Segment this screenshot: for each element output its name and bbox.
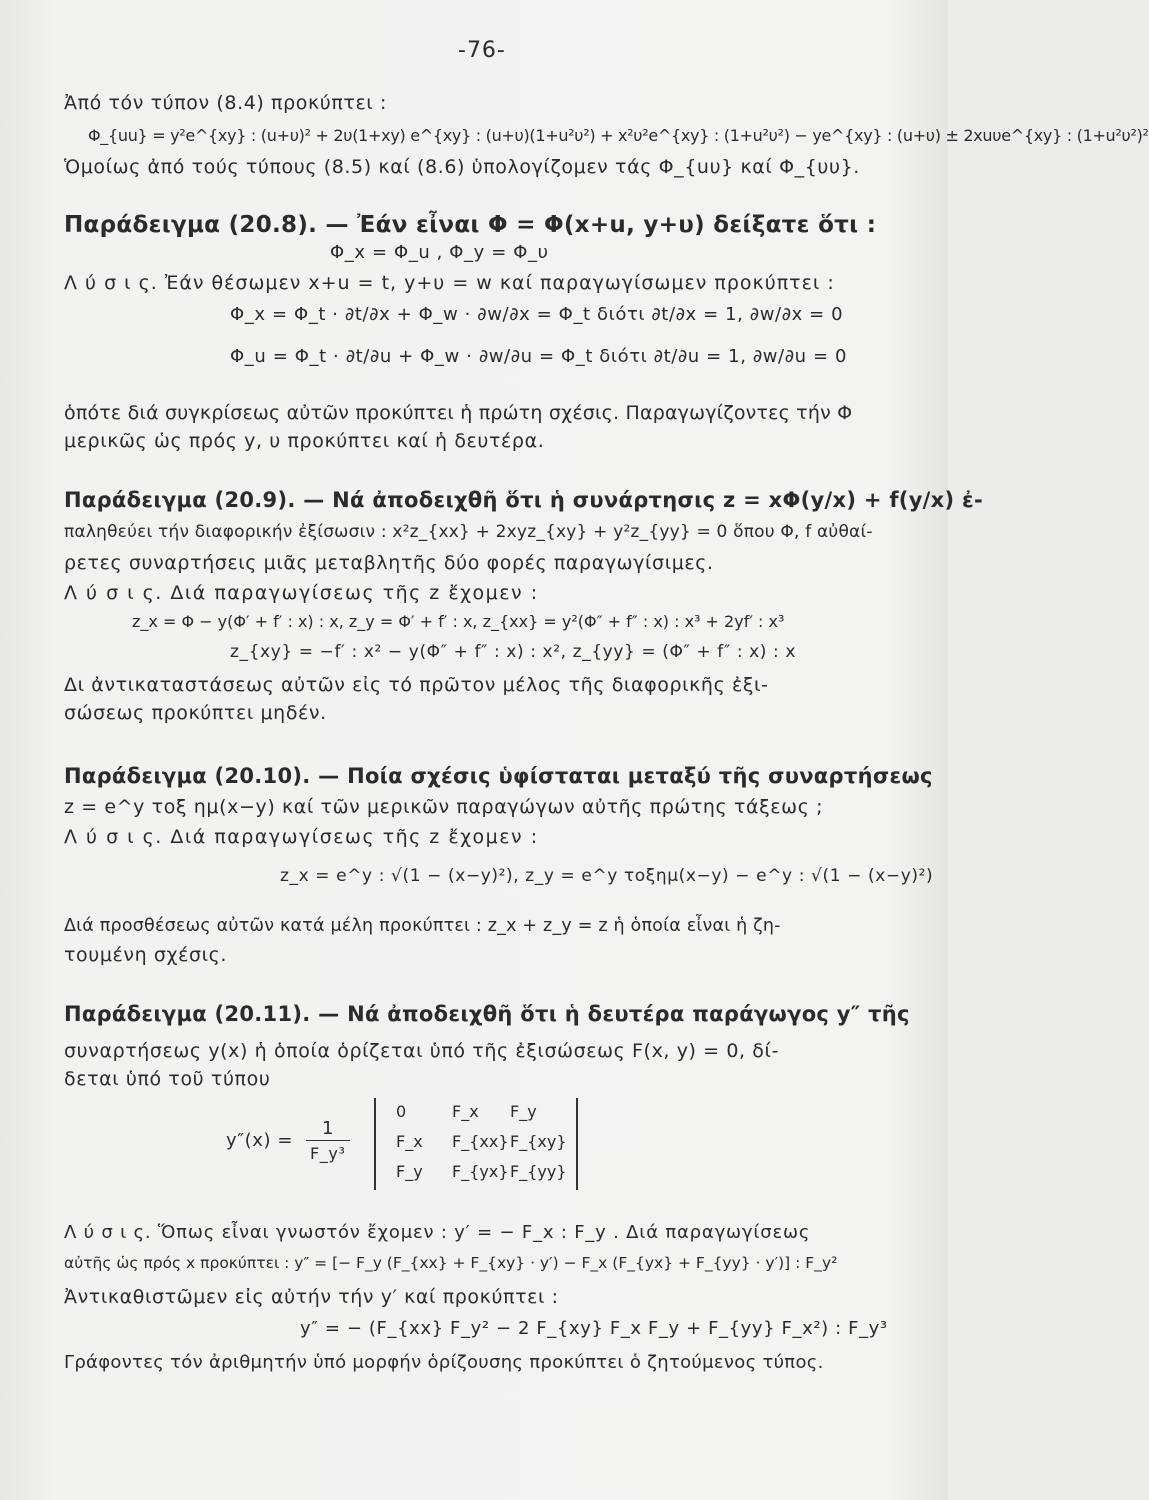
- page-number: -76-: [458, 38, 506, 63]
- solution-line: Λ ύ σ ι ς. Ἐάν θέσωμεν x+u = t, y+υ = w καί παραγωγίσωμεν προκύπτει :: [64, 272, 835, 294]
- equation-line: αὐτῆς ὡς πρός x προκύπτει : y″ = [− F_y (F_{xx} + F_{xy} · y′) − F_x (F_{yx} + F_{yy} · y′)] : F_y²: [64, 1254, 838, 1272]
- matrix-cell: F_x: [452, 1102, 479, 1121]
- equation-line: Φ_u = Φ_t · ∂t/∂u + Φ_w · ∂w/∂u = Φ_t διότι ∂t/∂u = 1, ∂w/∂u = 0: [230, 346, 848, 367]
- equation-line: z_x = Φ − y(Φ′ + f′ : x) : x, z_y = Φ′ + f′ : x, z_{xx} = y²(Φ″ + f″ : x) : x³ + 2yf′ : x³: [132, 612, 785, 631]
- formula-numerator: 1: [322, 1118, 335, 1139]
- text-line: παληθεύει τήν διαφορικήν ἐξίσωσιν : x²z_{xx} + 2xyz_{xy} + y²z_{yy} = 0 ὅπου Φ, f αὐθαί-: [64, 522, 873, 542]
- matrix-cell: F_{yx}: [452, 1162, 509, 1181]
- solution-line: Λ ύ σ ι ς. Διά παραγωγίσεως τῆς z ἔχομεν :: [64, 582, 539, 604]
- text-line: Ἀντικαθιστῶμεν εἰς αὐτήν τήν y′ καί προκύπτει :: [64, 1286, 559, 1308]
- example-heading: Παράδειγμα (20.11). — Νά ἀποδειχθῆ ὅτι ἡ δευτέρα παράγωγος y″ τῆς: [64, 1002, 910, 1026]
- text-line: Διά προσθέσεως αὐτῶν κατά μέλη προκύπτει : z_x + z_y = z ἡ ὁποία εἶναι ἡ ζη-: [64, 916, 781, 936]
- equation-line: Φ_x = Φ_t · ∂t/∂x + Φ_w · ∂w/∂x = Φ_t διότι ∂t/∂x = 1, ∂w/∂x = 0: [230, 304, 844, 325]
- equation-line: y″ = − (F_{xx} F_y² − 2 F_{xy} F_x F_y + F_{yy} F_x²) : F_y³: [300, 1318, 888, 1339]
- matrix-cell: F_{yy}: [510, 1162, 567, 1181]
- text-line: σώσεως προκύπτει μηδέν.: [64, 702, 327, 724]
- matrix-cell: F_x: [396, 1132, 423, 1151]
- text-line: ρετες συναρτήσεις μιᾶς μεταβλητῆς δύο φορές παραγωγίσιμες.: [64, 552, 714, 574]
- equation-line: z_x = e^y : √(1 − (x−y)²), z_y = e^y τοξημ(x−y) − e^y : √(1 − (x−y)²): [280, 866, 934, 886]
- text-line: Γράφοντες τόν ἀριθμητήν ὑπό μορφήν ὁρίζουσης προκύπτει ὁ ζητούμενος τύπος.: [64, 1352, 824, 1373]
- equation-line: Φ_x = Φ_u , Φ_y = Φ_υ: [330, 242, 549, 263]
- matrix-cell: F_{xx}: [452, 1132, 509, 1151]
- text-line: z = e^y τοξ ημ(x−y) καί τῶν μερικῶν παραγώγων αὐτῆς πρώτης τάξεως ;: [64, 796, 824, 818]
- matrix-cell: F_{xy}: [510, 1132, 567, 1151]
- text-line: Ἀπό τόν τύπον (8.4) προκύπτει :: [64, 92, 387, 114]
- determinant: [374, 1098, 578, 1190]
- matrix-cell: F_y: [396, 1162, 423, 1181]
- text-line: Ὁμοίως ἀπό τούς τύπους (8.5) καί (8.6) ὑπολογίζομεν τάς Φ_{uυ} καί Φ_{υυ}.: [64, 156, 860, 178]
- matrix-cell: F_y: [510, 1102, 537, 1121]
- text-line: μερικῶς ὡς πρός y, υ προκύπτει καί ἡ δευτέρα.: [64, 430, 545, 452]
- example-heading: Παράδειγμα (20.10). — Ποία σχέσις ὑφίσταται μεταξύ τῆς συναρτήσεως: [64, 764, 933, 788]
- solution-line: Λ ύ σ ι ς. Ὅπως εἶναι γνωστόν ἔχομεν : y′ = − F_x : F_y . Διά παραγωγίσεως: [64, 1222, 811, 1243]
- text-line: τουμένη σχέσις.: [64, 944, 228, 966]
- solution-line: Λ ύ σ ι ς. Διά παραγωγίσεως τῆς z ἔχομεν :: [64, 826, 539, 848]
- equation-line: Φ_{uu} = y²e^{xy} : (u+υ)² + 2υ(1+xy) e^{xy} : (u+υ)(1+u²υ²) + x²υ²e^{xy} : (1+u²υ²) − ye^{xy} : (u+υ) ± 2xuυe^{xy} : (1+u²υ²)²: [88, 126, 1149, 145]
- text-line: συναρτήσεως y(x) ἡ ὁποία ὁρίζεται ὑπό τῆς ἐξισώσεως F(x, y) = 0, δί-: [64, 1040, 780, 1062]
- example-heading: Παράδειγμα (20.9). — Νά ἀποδειχθῆ ὅτι ἡ συνάρτησις z = xΦ(y/x) + f(y/x) ἐ-: [64, 488, 984, 512]
- example-heading: Παράδειγμα (20.8). — Ἐάν εἶναι Φ = Φ(x+u, y+υ) δείξατε ὅτι :: [64, 212, 877, 238]
- formula-denominator: F_y³: [310, 1144, 346, 1163]
- text-line: Δι ἀντικαταστάσεως αὐτῶν εἰς τό πρῶτον μέλος τῆς διαφορικῆς ἐξι-: [64, 674, 769, 696]
- formula-lhs: y″(x) =: [226, 1130, 294, 1151]
- fraction-bar: [306, 1140, 350, 1141]
- text-line: δεται ὑπό τοῦ τύπου: [64, 1068, 271, 1090]
- matrix-cell: 0: [396, 1102, 407, 1121]
- equation-line: z_{xy} = −f′ : x² − y(Φ″ + f″ : x) : x², z_{yy} = (Φ″ + f″ : x) : x: [230, 642, 797, 662]
- text-line: ὁπότε διά συγκρίσεως αὐτῶν προκύπτει ἡ πρώτη σχέσις. Παραγωγίζοντες τήν Φ: [64, 402, 853, 424]
